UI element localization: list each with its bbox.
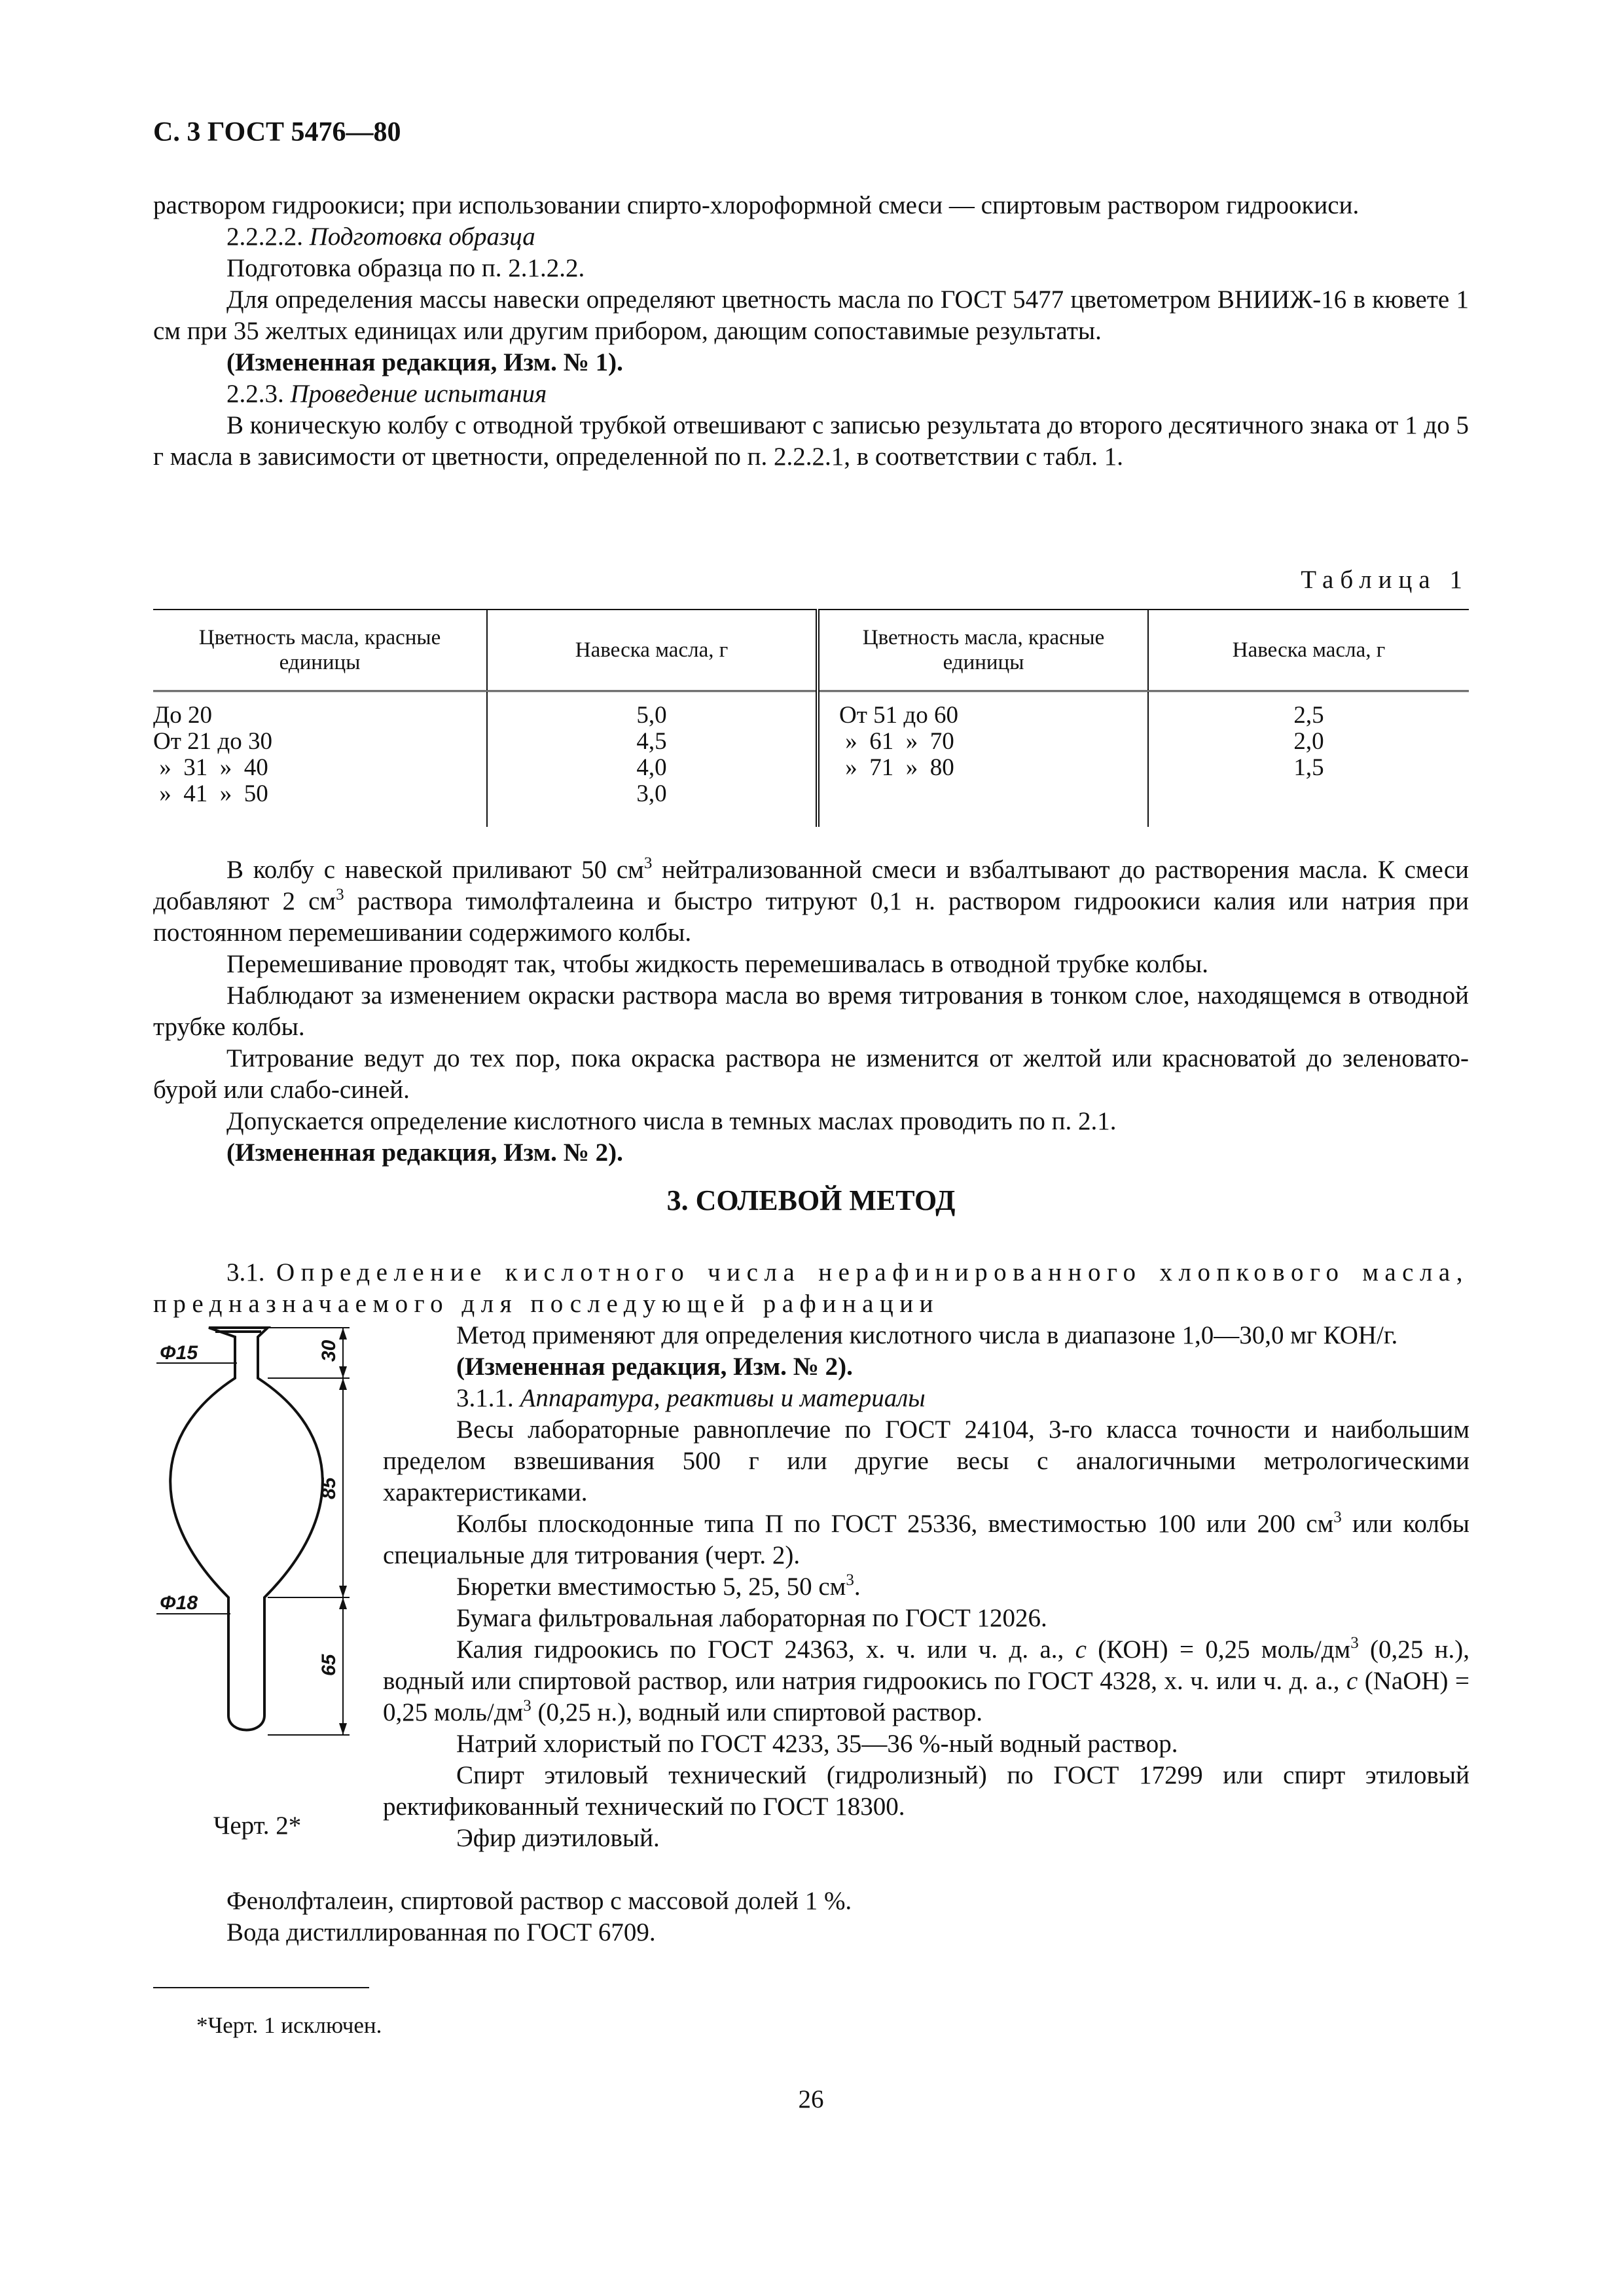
text-run: (0,25 н.), водный или спиртовой раствор, или натрия гидроокись по ГОСТ 4328, х. ч. или ч. д. а., [383, 1635, 1469, 1695]
superscript: 3 [643, 854, 653, 872]
mass-value: 3,0 [636, 780, 667, 807]
arrow-head [339, 1328, 347, 1339]
item-phenolphthalein: Фенолфталеин, спиртовой раствор с массовой долей 1 %. [226, 1887, 852, 1915]
range-value: От 51 до 60 [839, 702, 958, 729]
mass-value: 4,0 [636, 754, 667, 781]
text-run: (0,25 н.), водный или спиртовой раствор. [531, 1698, 983, 1726]
range-value: » 41 » 50 [153, 780, 268, 807]
procedure-para-5: Допускается определение кислотного числа в темных маслах проводить по п. 2.1. [226, 1107, 1117, 1135]
text-run: (КОН) = 0,25 моль/дм [1086, 1635, 1351, 1664]
item-ethanol: Спирт этиловый технический (гидролизный) по ГОСТ 17299 или спирт этиловый ректификованный технический по ГОСТ 18300. [383, 1761, 1469, 1821]
text-run: (NaOH) = 0,25 моль/дм [383, 1667, 1469, 1726]
table-header-cell: Навеска масла, г [1148, 610, 1469, 691]
text-run: Калия гидроокись по ГОСТ 24363, х. ч. или ч. д. а., [456, 1635, 1075, 1664]
clause-number: 3.1. [226, 1258, 265, 1286]
procedure-block [153, 854, 1469, 1169]
clause-number: 2.2.3. [226, 380, 284, 408]
item-water: Вода дистиллированная по ГОСТ 6709. [226, 1918, 656, 1946]
page-number: 26 [798, 2085, 824, 2113]
mass-value: 1,5 [1293, 754, 1324, 781]
procedure-para-4: Титрование ведут до тех пор, пока окраска раствора не изменится от желтой или красноватой до зеленовато-бурой или слабо-синей. [153, 1044, 1469, 1104]
right-column [383, 1320, 1469, 1854]
table-row [153, 691, 1469, 828]
table-1 [153, 609, 1469, 827]
footnote-rule [153, 1987, 369, 1988]
item-nacl: Натрий хлористый по ГОСТ 4233, 35—36 %-ный водный раствор. [456, 1730, 1178, 1758]
text-run: Колбы плоскодонные типа П по ГОСТ 25336, вместимостью 100 или 200 см [456, 1510, 1334, 1538]
arrow-head [339, 1723, 347, 1735]
dim-neck: 30 [318, 1339, 340, 1362]
range-para: Метод применяют для определения кислотного числа в диапазоне 1,0—30,0 мг КОН/г. [456, 1321, 1398, 1349]
amendment-note-1: (Измененная редакция, Изм. № 1). [226, 348, 623, 376]
section-3-title: 3. СОЛЕВОЙ МЕТОД [666, 1184, 956, 1216]
clause-number: 2.2.2.2. [226, 223, 303, 251]
mass-value: 2,5 [1293, 702, 1324, 729]
procedure-para-3: Наблюдают за изменением окраски раствора масла во время титрования в тонком слое, находящемся в отводной трубке колбы. [153, 981, 1469, 1041]
clause-3-1-1 [383, 1383, 1469, 1414]
superscript: 3 [846, 1571, 854, 1589]
item-burettes [383, 1571, 1469, 1603]
dim-body: 85 [318, 1477, 340, 1499]
range-value: От 21 до 30 [153, 728, 272, 755]
arrow-head [339, 1378, 347, 1390]
superscript: 3 [1333, 1508, 1342, 1526]
item-hydroxide [383, 1634, 1469, 1728]
clause-2-2-2-2 [153, 221, 1469, 253]
table-header-cell: Навеска масла, г [487, 610, 818, 691]
table-header-row [153, 610, 1469, 691]
amendment-note-3: (Измененная редакция, Изм. № 2). [456, 1353, 853, 1381]
text-run: Бюретки вместимостью 5, 25, 50 см [456, 1573, 846, 1601]
item-flasks [383, 1508, 1469, 1571]
clause-title: Аппаратура, реактивы и материалы [520, 1384, 926, 1412]
superscript: 3 [523, 1697, 532, 1715]
prep-ref: Подготовка образца по п. 2.1.2.2. [226, 254, 585, 282]
symbol-c: c [1075, 1635, 1087, 1664]
table-cell-right-ranges [818, 691, 1148, 828]
dim-phi-top: Φ15 [160, 1342, 198, 1364]
clause-title: Проведение испытания [290, 380, 547, 408]
table-cell-right-masses [1148, 691, 1469, 828]
color-para: Для определения массы навески определяют цветность масла по ГОСТ 5477 цветометром ВНИИЖ-16 в кювете 1 см при 35 желтых единицах или другим прибором, дающим сопоставимые результаты. [153, 285, 1469, 345]
text-run: . [854, 1573, 861, 1601]
range-value: До 20 [153, 702, 212, 729]
intro-block [153, 190, 1469, 473]
figure-2 [153, 1322, 369, 1846]
table-cell-left-ranges [153, 691, 487, 828]
clause-3-1 [153, 1257, 1469, 1320]
procedure-para-2: Перемешивание проводят так, чтобы жидкость перемешивалась в отводной трубке колбы. [226, 950, 1209, 978]
range-value: » 31 » 40 [153, 754, 268, 781]
flask-drawing [153, 1322, 369, 1781]
table-header-cell: Цветность масла, красные единицы [818, 610, 1148, 691]
table-cell-left-masses [487, 691, 818, 828]
text-run: нейтрализованной смеси и взбалтывают до растворения масла. К смеси добавляют 2 см [153, 856, 1469, 915]
superscript: 3 [336, 886, 344, 903]
range-value: » 71 » 80 [839, 754, 954, 781]
table-caption: Таблица 1 [1301, 566, 1469, 594]
clause-title: Определение кислотного числа нерафинированного хлопкового масла, предназначаемого для последующей рафинации [153, 1258, 1469, 1318]
footnote: *Черт. 1 исключен. [196, 2013, 382, 2038]
mass-value: 4,5 [636, 728, 667, 755]
text-run: В колбу с навеской приливают 50 см [226, 856, 644, 884]
procedure-para-1 [153, 854, 1469, 949]
arrow-head [339, 1586, 347, 1597]
range-value: » 61 » 70 [839, 728, 954, 755]
intro-continuation: раствором гидроокиси; при использовании спирто-хлороформной смеси — спиртовым раствором гидроокиси. [153, 191, 1360, 219]
amendment-note-2: (Измененная редакция, Изм. № 2). [226, 1139, 623, 1167]
superscript: 3 [1350, 1634, 1359, 1652]
page-header: С. 3 ГОСТ 5476—80 [153, 117, 401, 147]
arrow-head [339, 1597, 347, 1609]
weigh-para: В коническую колбу с отводной трубкой отвешивают с записью результата до второго десятичного знака от 1 до 5 г масла в зависимости от цветности, определенной по п. 2.2.2.1, в соответствии с табл. 1. [153, 411, 1469, 471]
mass-value: 2,0 [1293, 728, 1324, 755]
text-run: или колбы специальные для титрования (черт. 2). [383, 1510, 1470, 1569]
item-scales: Весы лабораторные равноплечие по ГОСТ 24104, 3-го класса точности и наибольшим пределом взвешивания 500 г или другие весы с аналогичными метрологическими характеристиками. [383, 1415, 1469, 1506]
item-paper: Бумага фильтровальная лабораторная по ГОСТ 12026. [456, 1604, 1047, 1632]
dim-stem: 65 [318, 1654, 340, 1676]
clause-number: 3.1.1. [456, 1384, 514, 1412]
clause-3-1-heading [153, 1257, 1469, 1320]
figure-caption: Черт. 2* [213, 1812, 302, 1840]
arrow-head [339, 1366, 347, 1378]
flask-outline [170, 1328, 323, 1730]
mass-value: 5,0 [636, 702, 667, 729]
symbol-c: c [1346, 1667, 1358, 1695]
table-header-cell: Цветность масла, красные единицы [153, 610, 487, 691]
clause-2-2-3 [153, 378, 1469, 410]
dim-phi-bottom: Φ18 [160, 1592, 198, 1614]
clause-title: Подготовка образца [309, 223, 535, 251]
text-run: раствора тимолфталеина и быстро титруют 0,1 н. раствором гидроокиси калия или натрия при постоянном перемешивании содержимого колбы. [153, 887, 1469, 947]
trailing-items [153, 1886, 1469, 1948]
item-ether: Эфир диэтиловый. [456, 1824, 660, 1852]
